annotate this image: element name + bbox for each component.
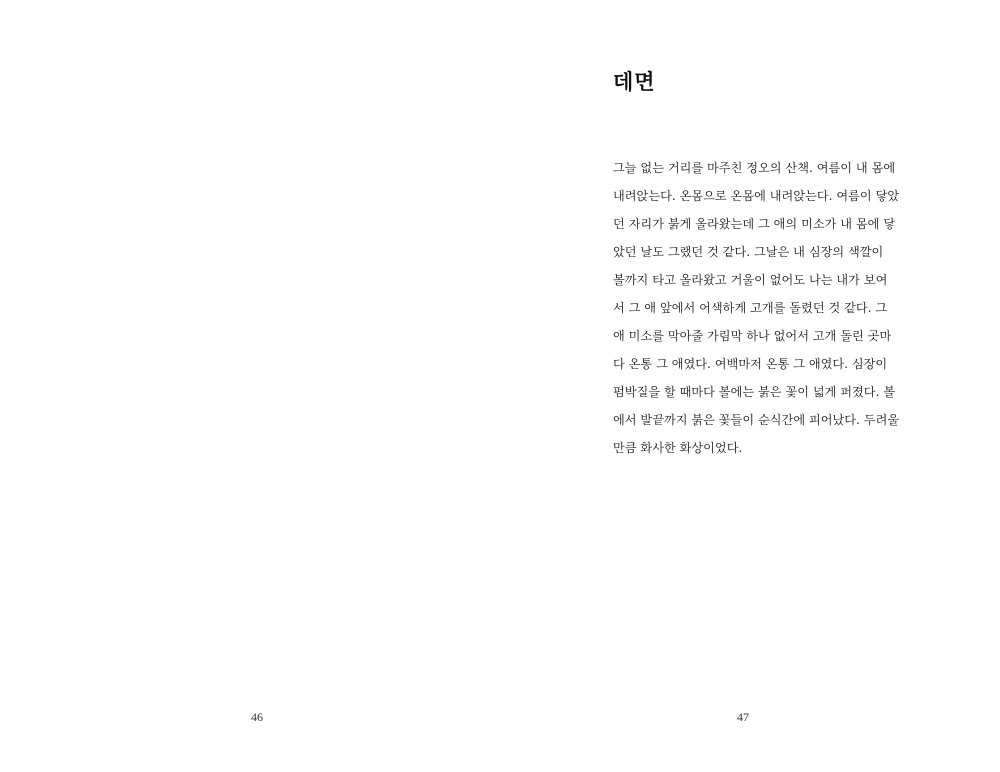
body-line: 에서 발끝까지 붉은 꽃들이 순식간에 피어났다. 두려울 bbox=[613, 413, 900, 427]
page-number-left: 46 bbox=[251, 710, 263, 724]
body-line: 던 자리가 붉게 올라왔는데 그 애의 미소가 내 몸에 닿 bbox=[613, 217, 896, 231]
body-text bbox=[613, 154, 925, 462]
body-line: 다 온통 그 애였다. 여백마저 온통 그 애였다. 심장이 bbox=[613, 357, 888, 371]
body-line: 내려앉는다. 온몸으로 온몸에 내려앉는다. 여름이 닿았 bbox=[613, 189, 900, 203]
body-line: 볼까지 타고 올라왔고 거울이 없어도 나는 내가 보여 bbox=[613, 273, 888, 287]
body-line: 그늘 없는 거리를 마주친 정오의 산책. 여름이 내 몸에 bbox=[613, 161, 896, 175]
body-line: 만큼 화사한 화상이었다. bbox=[613, 441, 743, 455]
body-line: 서 그 애 앞에서 어색하게 고개를 돌렸던 것 같다. 그 bbox=[613, 301, 888, 315]
body-line: 펌박질을 할 때마다 볼에는 붉은 꽃이 넓게 퍼졌다. 볼 bbox=[613, 385, 896, 399]
chapter-title: 데면 bbox=[613, 69, 656, 94]
body-line: 애 미소를 막아줄 가림막 하나 없어서 고개 돌린 곳마 bbox=[613, 329, 892, 343]
page-number-right: 47 bbox=[737, 710, 749, 724]
body-line: 았던 날도 그랬던 것 같다. 그날은 내 심장의 색깔이 bbox=[613, 245, 884, 259]
right-page bbox=[500, 0, 1000, 772]
